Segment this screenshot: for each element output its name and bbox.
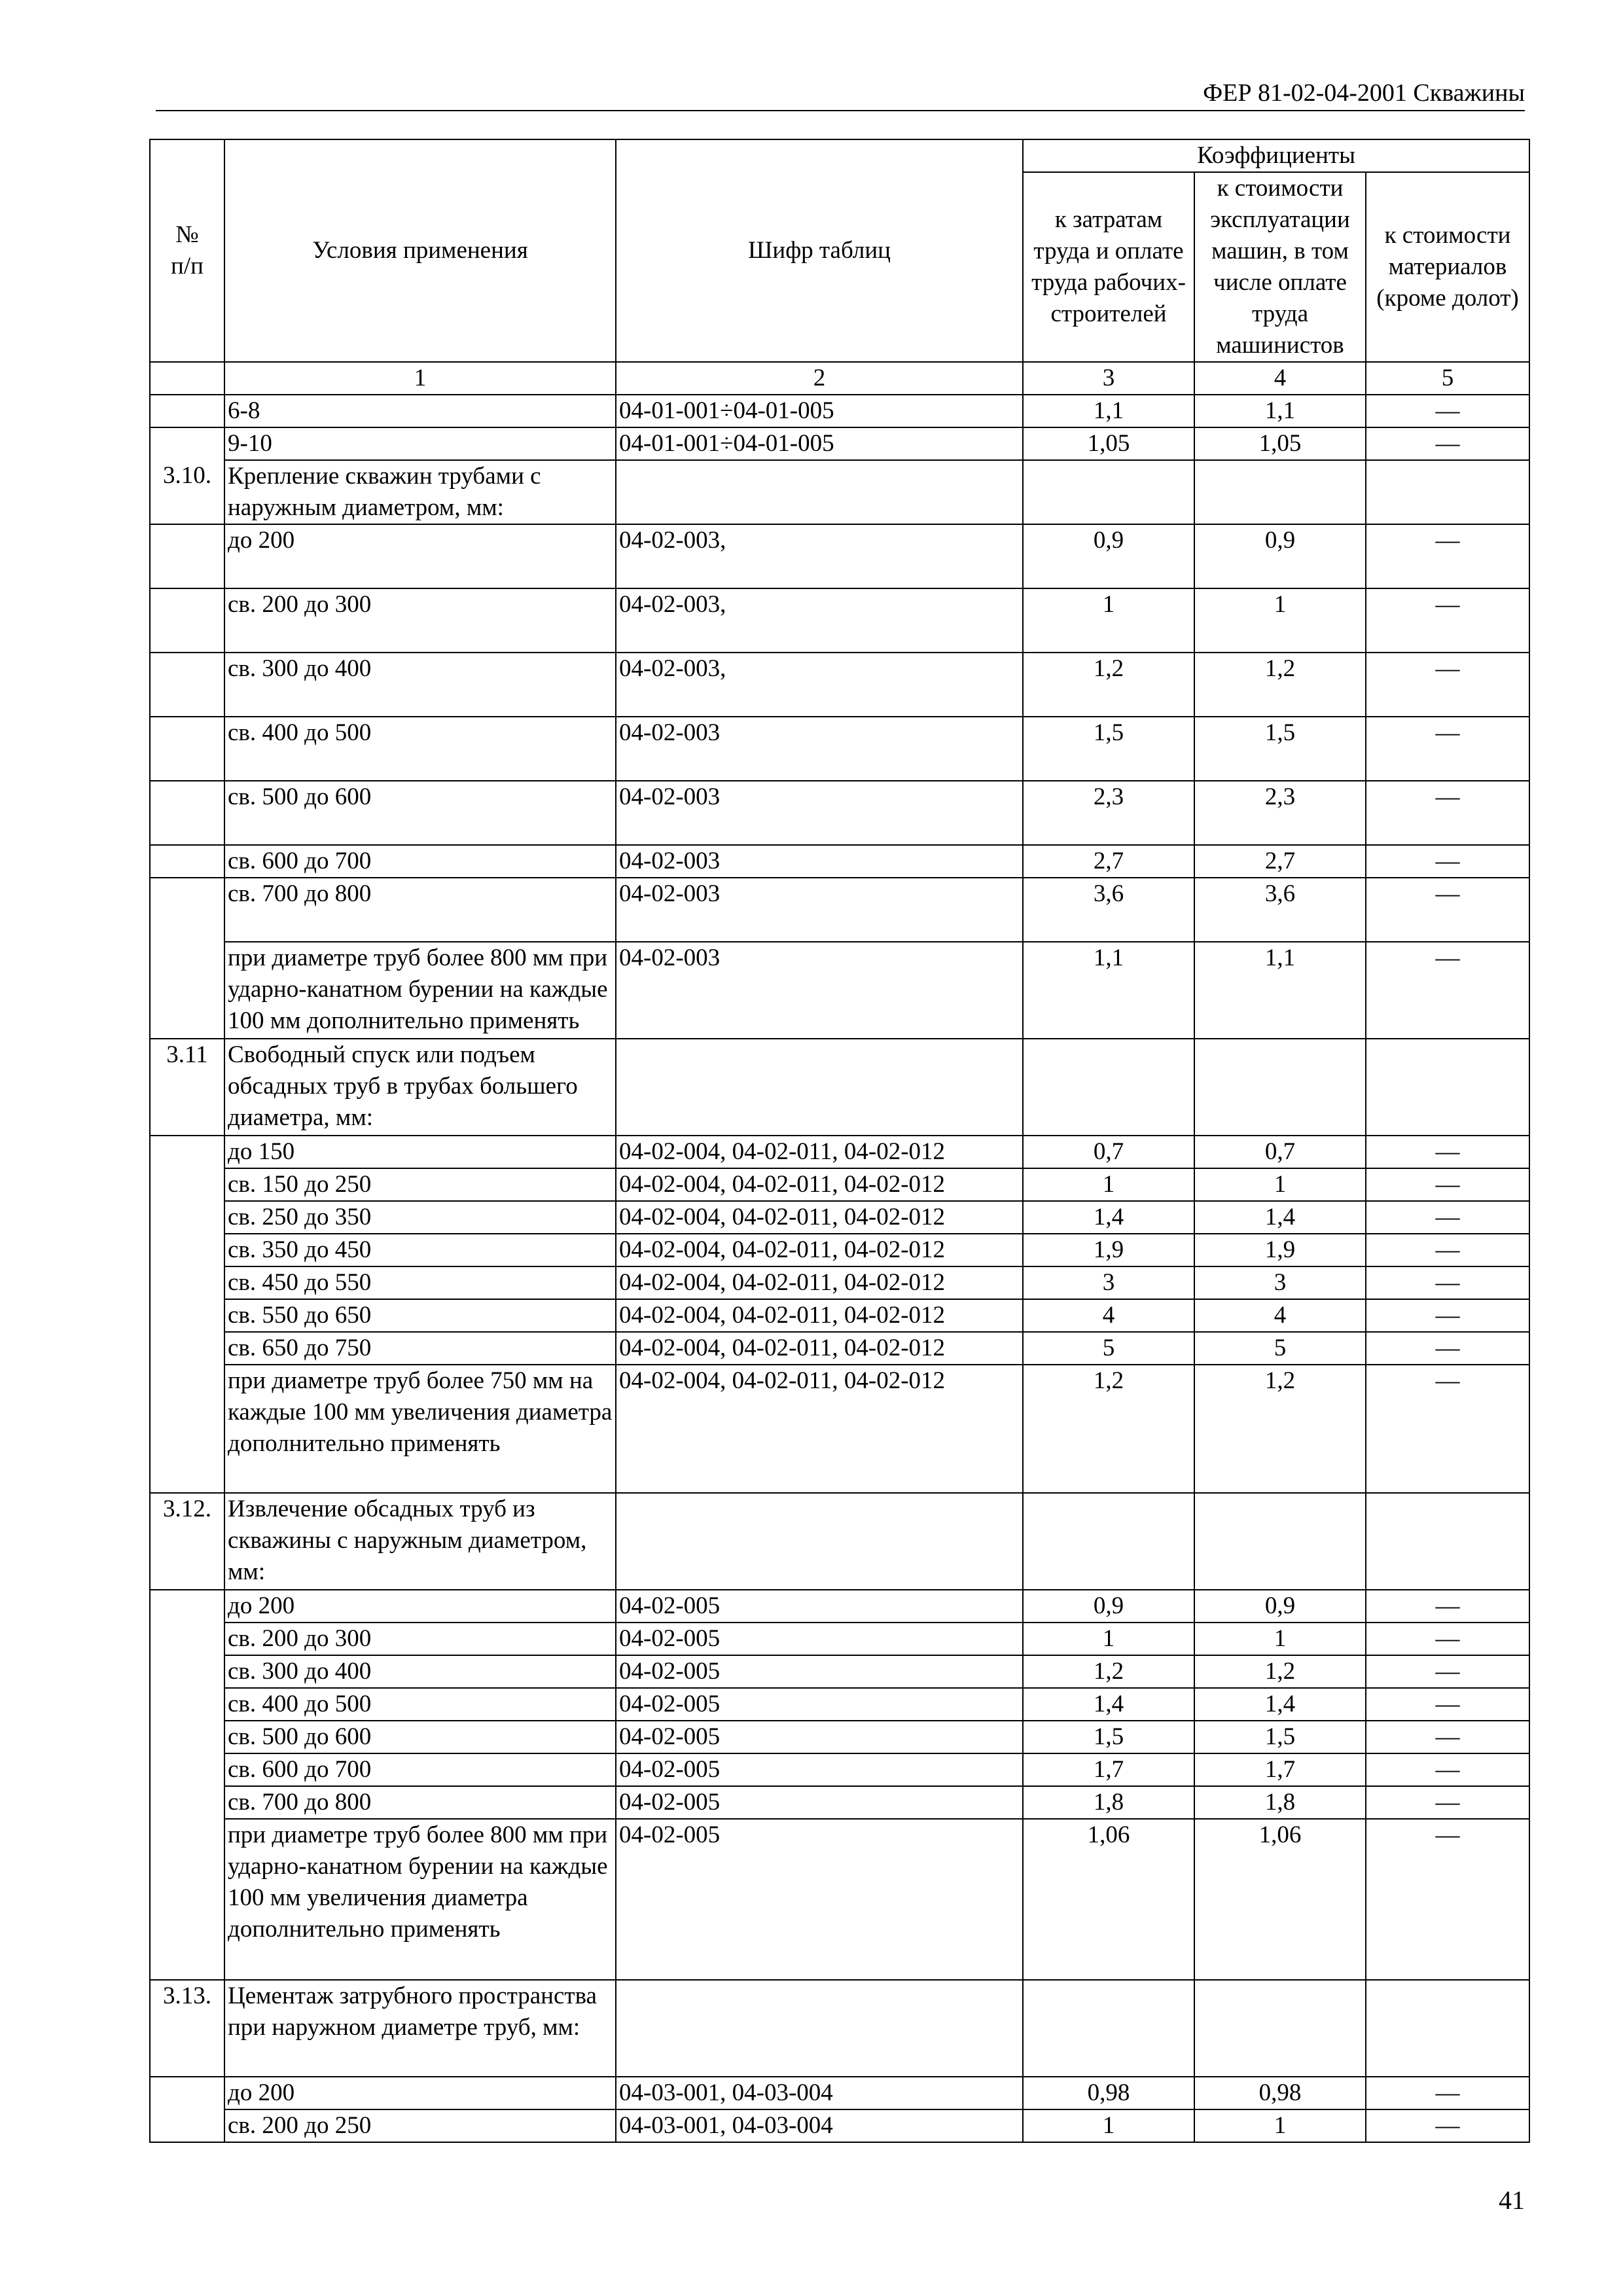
row-labor-coefficient: 2,3 [1023, 781, 1194, 845]
row-materials-coefficient: — [1366, 942, 1529, 1039]
row-machines-coefficient: 1,4 [1194, 1201, 1366, 1234]
row-conditions: св. 400 до 500 [224, 1688, 616, 1721]
row-materials-coefficient: — [1366, 1786, 1529, 1819]
header-num: № п/п [150, 139, 224, 362]
row-table-code [616, 460, 1023, 524]
row-table-code: 04-02-003, [616, 653, 1023, 717]
row-table-code: 04-02-005 [616, 1786, 1023, 1819]
row-number [150, 717, 224, 781]
row-conditions: св. 200 до 250 [224, 2109, 616, 2142]
row-conditions: св. 500 до 600 [224, 1721, 616, 1753]
row-table-code: 04-02-004, 04-02-011, 04-02-012 [616, 1168, 1023, 1201]
table-row [150, 1721, 1529, 1753]
row-materials-coefficient: — [1366, 781, 1529, 845]
row-conditions: до 200 [224, 1590, 616, 1623]
row-materials-coefficient: — [1366, 1299, 1529, 1332]
row-labor-coefficient: 1,05 [1023, 427, 1194, 460]
row-materials-coefficient: — [1366, 1688, 1529, 1721]
row-labor-coefficient: 1,5 [1023, 1721, 1194, 1753]
row-labor-coefficient [1023, 1039, 1194, 1136]
table-row [150, 1493, 1529, 1590]
row-labor-coefficient: 1,1 [1023, 395, 1194, 427]
row-conditions: св. 450 до 550 [224, 1266, 616, 1299]
column-number: 1 [224, 362, 616, 395]
row-materials-coefficient [1366, 1039, 1529, 1136]
row-labor-coefficient: 1 [1023, 1168, 1194, 1201]
row-table-code: 04-02-004, 04-02-011, 04-02-012 [616, 1234, 1023, 1266]
row-number: 3.13. [150, 1980, 224, 2077]
table-row [150, 1299, 1529, 1332]
coefficients-table [149, 139, 1530, 2143]
row-labor-coefficient: 1 [1023, 1623, 1194, 1655]
row-number [150, 1332, 224, 1365]
row-conditions: 9-10 [224, 427, 616, 460]
row-table-code: 04-01-001÷04-01-005 [616, 427, 1023, 460]
row-labor-coefficient: 1,4 [1023, 1688, 1194, 1721]
row-table-code: 04-02-004, 04-02-011, 04-02-012 [616, 1299, 1023, 1332]
row-number [150, 1819, 224, 1980]
row-machines-coefficient: 1,2 [1194, 1655, 1366, 1688]
header-conditions: Условия применения [224, 139, 616, 362]
row-machines-coefficient: 1,9 [1194, 1234, 1366, 1266]
row-labor-coefficient: 0,9 [1023, 1590, 1194, 1623]
row-materials-coefficient: — [1366, 1332, 1529, 1365]
row-table-code: 04-02-005 [616, 1655, 1023, 1688]
row-materials-coefficient [1366, 460, 1529, 524]
row-number [150, 1234, 224, 1266]
row-labor-coefficient: 5 [1023, 1332, 1194, 1365]
row-number [150, 588, 224, 653]
row-labor-coefficient: 1,7 [1023, 1753, 1194, 1786]
header-materials: к стоимости материалов (кроме долот) [1366, 172, 1529, 362]
table-row [150, 1819, 1529, 1980]
row-number [150, 1655, 224, 1688]
row-labor-coefficient: 1,2 [1023, 1655, 1194, 1688]
row-materials-coefficient: — [1366, 1819, 1529, 1980]
row-machines-coefficient: 1 [1194, 1168, 1366, 1201]
row-machines-coefficient: 1 [1194, 588, 1366, 653]
row-conditions: св. 600 до 700 [224, 845, 616, 878]
row-table-code: 04-02-005 [616, 1590, 1023, 1623]
row-conditions: до 150 [224, 1136, 616, 1168]
row-machines-coefficient: 1,8 [1194, 1786, 1366, 1819]
row-conditions: при диаметре труб более 750 мм на каждые 100 мм увеличения диаметра дополнительно применять [224, 1365, 616, 1493]
header-divider [156, 110, 1525, 111]
row-table-code: 04-02-005 [616, 1623, 1023, 1655]
row-conditions: св. 150 до 250 [224, 1168, 616, 1201]
row-number [150, 1688, 224, 1721]
row-materials-coefficient: — [1366, 2077, 1529, 2109]
row-conditions: до 200 [224, 524, 616, 588]
row-machines-coefficient [1194, 460, 1366, 524]
table-row [150, 845, 1529, 878]
row-labor-coefficient: 1,2 [1023, 653, 1194, 717]
row-machines-coefficient: 3,6 [1194, 878, 1366, 942]
row-machines-coefficient: 1,5 [1194, 1721, 1366, 1753]
row-materials-coefficient [1366, 1493, 1529, 1590]
row-table-code: 04-02-004, 04-02-011, 04-02-012 [616, 1266, 1023, 1299]
row-number [150, 878, 224, 942]
header-coefficients: Коэффициенты [1023, 139, 1529, 172]
row-number [150, 1721, 224, 1753]
table-row [150, 1590, 1529, 1623]
row-table-code: 04-02-005 [616, 1753, 1023, 1786]
header-code: Шифр таблиц [616, 139, 1023, 362]
row-materials-coefficient: — [1366, 1234, 1529, 1266]
row-table-code: 04-02-004, 04-02-011, 04-02-012 [616, 1365, 1023, 1493]
table-row [150, 942, 1529, 1039]
row-machines-coefficient: 4 [1194, 1299, 1366, 1332]
table-row [150, 524, 1529, 588]
row-conditions: св. 700 до 800 [224, 1786, 616, 1819]
row-number [150, 1136, 224, 1168]
row-materials-coefficient: — [1366, 395, 1529, 427]
row-conditions: св. 550 до 650 [224, 1299, 616, 1332]
table-row [150, 2109, 1529, 2142]
row-number [150, 1299, 224, 1332]
row-materials-coefficient: — [1366, 1201, 1529, 1234]
row-labor-coefficient: 3,6 [1023, 878, 1194, 942]
table-row [150, 1365, 1529, 1493]
column-number: 4 [1194, 362, 1366, 395]
row-number [150, 1365, 224, 1493]
row-machines-coefficient: 2,7 [1194, 845, 1366, 878]
row-number: 3.11 [150, 1039, 224, 1136]
row-table-code: 04-02-003, [616, 524, 1023, 588]
row-table-code: 04-02-005 [616, 1819, 1023, 1980]
row-materials-coefficient: — [1366, 2109, 1529, 2142]
row-number: 3.12. [150, 1493, 224, 1590]
row-machines-coefficient [1194, 1493, 1366, 1590]
row-labor-coefficient: 1,4 [1023, 1201, 1194, 1234]
row-table-code: 04-02-003, [616, 588, 1023, 653]
row-number [150, 427, 224, 460]
table-row [150, 1234, 1529, 1266]
table-row [150, 1623, 1529, 1655]
column-number: 5 [1366, 362, 1529, 395]
row-labor-coefficient: 1 [1023, 2109, 1194, 2142]
row-machines-coefficient: 1,1 [1194, 395, 1366, 427]
row-labor-coefficient: 0,9 [1023, 524, 1194, 588]
row-number [150, 1201, 224, 1234]
row-conditions: Цементаж затрубного пространства при наружном диаметре труб, мм: [224, 1980, 616, 2077]
row-number [150, 1168, 224, 1201]
row-machines-coefficient [1194, 1039, 1366, 1136]
column-number [150, 362, 224, 395]
row-labor-coefficient: 1,06 [1023, 1819, 1194, 1980]
table-row [150, 588, 1529, 653]
row-materials-coefficient: — [1366, 1168, 1529, 1201]
row-machines-coefficient: 1,05 [1194, 427, 1366, 460]
row-machines-coefficient: 1 [1194, 1623, 1366, 1655]
row-conditions: св. 300 до 400 [224, 1655, 616, 1688]
row-conditions: св. 500 до 600 [224, 781, 616, 845]
row-table-code: 04-02-004, 04-02-011, 04-02-012 [616, 1136, 1023, 1168]
row-conditions: при диаметре труб более 800 мм при ударно-канатном бурении на каждые 100 мм увеличения диаметра дополнительно применять [224, 1819, 616, 1980]
column-number: 2 [616, 362, 1023, 395]
row-machines-coefficient: 0,98 [1194, 2077, 1366, 2109]
row-materials-coefficient: — [1366, 588, 1529, 653]
row-number: 3.10. [150, 460, 224, 524]
row-materials-coefficient: — [1366, 653, 1529, 717]
row-materials-coefficient: — [1366, 427, 1529, 460]
row-table-code: 04-03-001, 04-03-004 [616, 2077, 1023, 2109]
row-number [150, 1266, 224, 1299]
row-materials-coefficient: — [1366, 845, 1529, 878]
table-row [150, 1201, 1529, 1234]
row-conditions: св. 700 до 800 [224, 878, 616, 942]
page-number: 41 [1499, 2185, 1525, 2215]
row-machines-coefficient: 1,4 [1194, 1688, 1366, 1721]
row-conditions: св. 650 до 750 [224, 1332, 616, 1365]
row-number [150, 845, 224, 878]
row-conditions: св. 200 до 300 [224, 1623, 616, 1655]
row-table-code [616, 1980, 1023, 2077]
table-row [150, 717, 1529, 781]
row-machines-coefficient: 1,2 [1194, 653, 1366, 717]
column-number: 3 [1023, 362, 1194, 395]
header-labor: к затратам труда и оплате труда рабочих-строителей [1023, 172, 1194, 362]
table-row [150, 1136, 1529, 1168]
row-labor-coefficient [1023, 1980, 1194, 2077]
row-number [150, 1753, 224, 1786]
row-machines-coefficient: 1,5 [1194, 717, 1366, 781]
table-row [150, 2077, 1529, 2109]
row-number [150, 653, 224, 717]
row-machines-coefficient: 1 [1194, 2109, 1366, 2142]
row-table-code: 04-02-003 [616, 942, 1023, 1039]
row-labor-coefficient: 1,9 [1023, 1234, 1194, 1266]
table-row [150, 1168, 1529, 1201]
table-row [150, 1332, 1529, 1365]
table-row [150, 1688, 1529, 1721]
table-row [150, 1753, 1529, 1786]
row-labor-coefficient [1023, 460, 1194, 524]
row-machines-coefficient: 3 [1194, 1266, 1366, 1299]
row-materials-coefficient: — [1366, 1623, 1529, 1655]
row-machines-coefficient: 0,7 [1194, 1136, 1366, 1168]
row-conditions: св. 600 до 700 [224, 1753, 616, 1786]
row-labor-coefficient: 1,1 [1023, 942, 1194, 1039]
table-body [150, 395, 1529, 2142]
row-conditions: Извлечение обсадных труб из скважины с наружным диаметром, мм: [224, 1493, 616, 1590]
row-table-code: 04-02-003 [616, 878, 1023, 942]
row-materials-coefficient: — [1366, 1590, 1529, 1623]
row-materials-coefficient: — [1366, 1753, 1529, 1786]
row-conditions: до 200 [224, 2077, 616, 2109]
table-row [150, 1655, 1529, 1688]
row-materials-coefficient: — [1366, 1721, 1529, 1753]
row-table-code: 04-02-005 [616, 1688, 1023, 1721]
row-labor-coefficient: 1,8 [1023, 1786, 1194, 1819]
row-conditions: св. 300 до 400 [224, 653, 616, 717]
row-conditions: св. 350 до 450 [224, 1234, 616, 1266]
row-table-code [616, 1039, 1023, 1136]
row-conditions: при диаметре труб более 800 мм при ударно-канатном бурении на каждые 100 мм дополнительно применять [224, 942, 616, 1039]
row-number [150, 942, 224, 1039]
row-number [150, 781, 224, 845]
table-row [150, 395, 1529, 427]
row-table-code: 04-02-005 [616, 1721, 1023, 1753]
row-conditions: Крепление скважин трубами с наружным диаметром, мм: [224, 460, 616, 524]
table-row [150, 653, 1529, 717]
row-materials-coefficient: — [1366, 1365, 1529, 1493]
row-conditions: св. 200 до 300 [224, 588, 616, 653]
row-number [150, 2109, 224, 2142]
row-table-code: 04-02-004, 04-02-011, 04-02-012 [616, 1332, 1023, 1365]
row-machines-coefficient: 1,7 [1194, 1753, 1366, 1786]
row-labor-coefficient: 3 [1023, 1266, 1194, 1299]
row-table-code: 04-03-001, 04-03-004 [616, 2109, 1023, 2142]
row-table-code: 04-02-003 [616, 781, 1023, 845]
row-table-code: 04-02-003 [616, 845, 1023, 878]
row-conditions: св. 400 до 500 [224, 717, 616, 781]
row-table-code: 04-02-004, 04-02-011, 04-02-012 [616, 1201, 1023, 1234]
row-machines-coefficient [1194, 1980, 1366, 2077]
row-table-code: 04-01-001÷04-01-005 [616, 395, 1023, 427]
table-row [150, 781, 1529, 845]
page-header-title: ФЕР 81-02-04-2001 Скважины [1203, 79, 1525, 107]
row-labor-coefficient: 0,7 [1023, 1136, 1194, 1168]
row-number [150, 2077, 224, 2109]
row-materials-coefficient: — [1366, 878, 1529, 942]
row-machines-coefficient: 1,1 [1194, 942, 1366, 1039]
row-labor-coefficient: 4 [1023, 1299, 1194, 1332]
row-number [150, 1623, 224, 1655]
table-row [150, 1980, 1529, 2077]
table-row [150, 1039, 1529, 1136]
table-row [150, 1786, 1529, 1819]
row-materials-coefficient: — [1366, 1136, 1529, 1168]
row-machines-coefficient: 1,06 [1194, 1819, 1366, 1980]
row-materials-coefficient: — [1366, 1655, 1529, 1688]
row-materials-coefficient [1366, 1980, 1529, 2077]
row-materials-coefficient: — [1366, 524, 1529, 588]
row-number [150, 1786, 224, 1819]
row-labor-coefficient: 1,2 [1023, 1365, 1194, 1493]
row-table-code: 04-02-003 [616, 717, 1023, 781]
row-conditions: Свободный спуск или подъем обсадных труб в трубах большего диаметра, мм: [224, 1039, 616, 1136]
row-materials-coefficient: — [1366, 1266, 1529, 1299]
table-header-row [150, 139, 1529, 172]
row-labor-coefficient: 1 [1023, 588, 1194, 653]
row-conditions: св. 250 до 350 [224, 1201, 616, 1234]
header-machines: к стоимости эксплуатации машин, в том числе оплате труда машинистов [1194, 172, 1366, 362]
row-table-code [616, 1493, 1023, 1590]
row-materials-coefficient: — [1366, 717, 1529, 781]
table-row [150, 427, 1529, 460]
row-machines-coefficient: 1,2 [1194, 1365, 1366, 1493]
table-row [150, 460, 1529, 524]
row-machines-coefficient: 0,9 [1194, 524, 1366, 588]
row-machines-coefficient: 2,3 [1194, 781, 1366, 845]
row-number [150, 395, 224, 427]
table-row [150, 1266, 1529, 1299]
table-row [150, 878, 1529, 942]
row-labor-coefficient: 1,5 [1023, 717, 1194, 781]
row-labor-coefficient [1023, 1493, 1194, 1590]
column-number-row [150, 362, 1529, 395]
row-machines-coefficient: 0,9 [1194, 1590, 1366, 1623]
row-labor-coefficient: 2,7 [1023, 845, 1194, 878]
row-conditions: 6-8 [224, 395, 616, 427]
row-number [150, 1590, 224, 1623]
row-machines-coefficient: 5 [1194, 1332, 1366, 1365]
row-labor-coefficient: 0,98 [1023, 2077, 1194, 2109]
row-number [150, 524, 224, 588]
